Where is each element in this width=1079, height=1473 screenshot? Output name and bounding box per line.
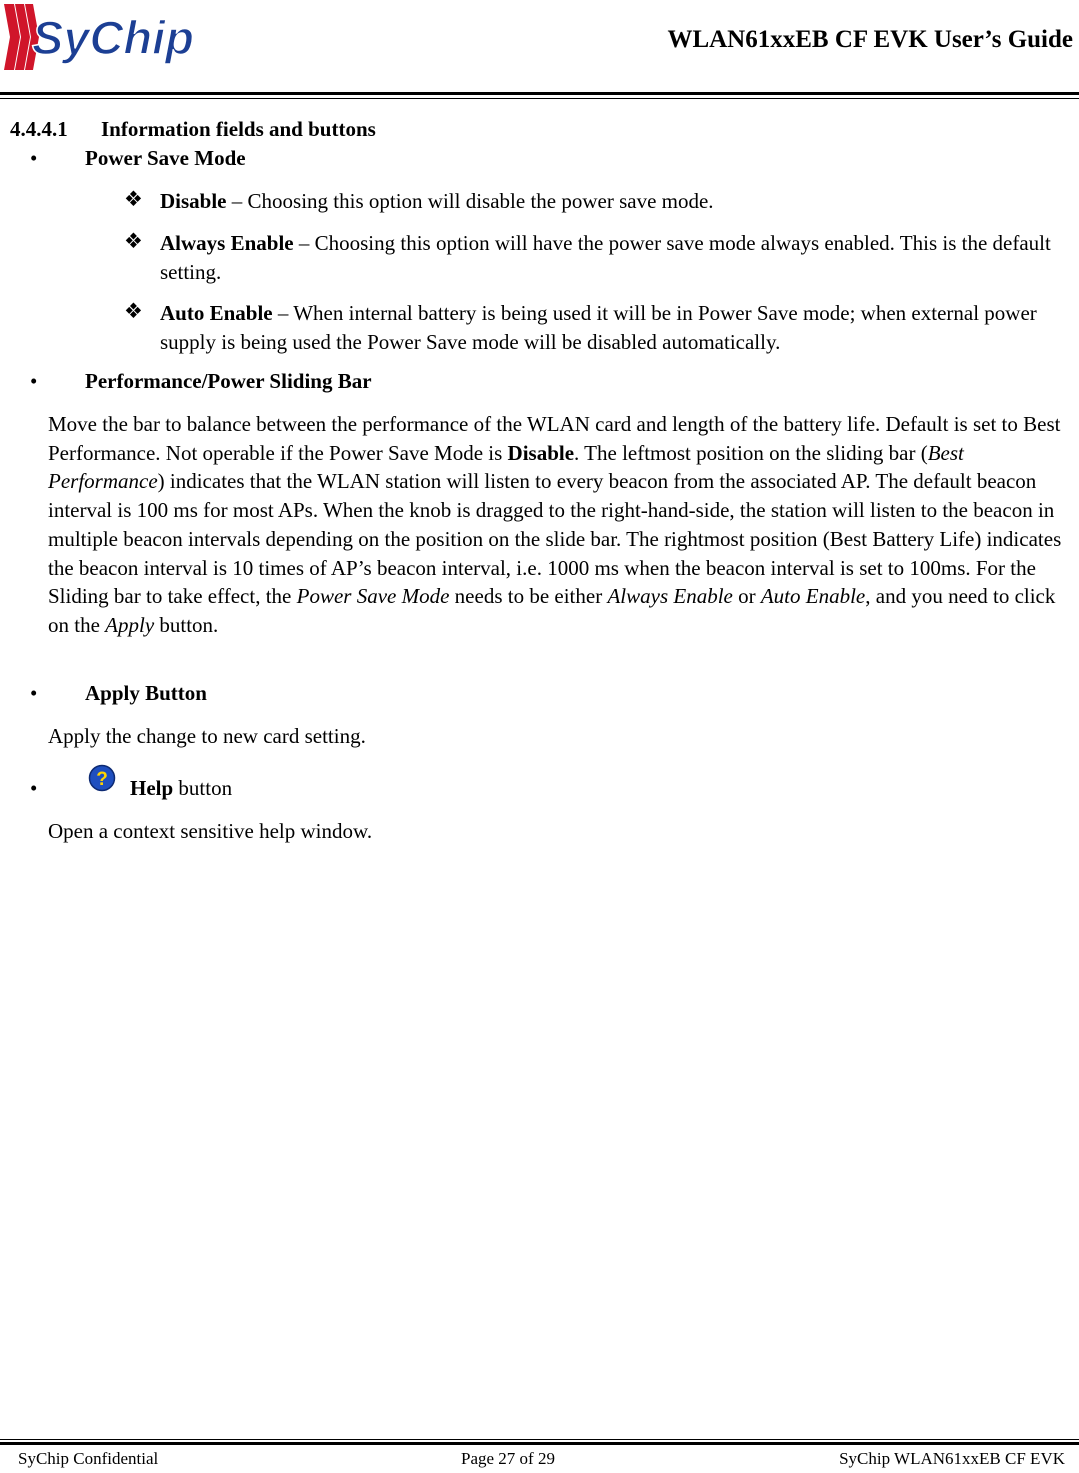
help-icon	[88, 764, 116, 792]
option-text: – Choosing this option will disable the power save mode.	[226, 189, 714, 213]
sychip-logo	[2, 0, 228, 74]
document-title: WLAN61xxEB CF EVK User’s Guide	[667, 26, 1073, 53]
help-button-description: Open a context sensitive help window.	[48, 819, 373, 843]
text-run: . The leftmost position on the sliding bar (	[574, 440, 928, 465]
text-run: ) indicates that the WLAN station will listen to every beacon from the associated AP. The default beacon interval is 100 ms for most APs. When the knob is dragged to the right-hand-side, the station will listen to the beacon in multiple beacon intervals depending on the position on the slide bar. The rightmost position (Best Battery Life) indicates the beacon interval is 10 times of AP’s beacon interval, i.e. 1000 ms when the beacon interval is set to 100ms. For the Sliding bar to take effect, the	[48, 469, 1062, 609]
header-rule	[0, 92, 1079, 95]
bullet-dot: •	[30, 776, 38, 800]
text-run: needs to be either	[449, 584, 608, 609]
section-title: Information fields and buttons	[101, 117, 376, 141]
text-run: , and you need to click on the	[48, 584, 1056, 637]
text-run-italic: Best Performance	[48, 440, 964, 494]
diamond-bullet-icon: ❖	[124, 229, 143, 253]
bullet-dot: •	[30, 146, 38, 170]
option-name: Auto Enable	[160, 301, 273, 325]
apply-button-heading: Apply Button	[85, 681, 207, 705]
footer-rule	[0, 1442, 1079, 1445]
option-auto-enable	[160, 299, 1060, 356]
section-number: 4.4.4.1	[10, 117, 68, 141]
text-run-italic: Always Enable	[607, 584, 733, 609]
option-name: Always Enable	[160, 231, 294, 255]
footer-rule-thin	[0, 1439, 1079, 1440]
text-run-italic: Power Save Mode	[296, 584, 450, 609]
bullet-dot: •	[30, 681, 38, 705]
page-number: Page 27 of 29	[461, 1449, 555, 1468]
text-run: button.	[154, 612, 219, 637]
sliding-bar-description	[48, 410, 1063, 640]
text-run: or	[732, 584, 761, 609]
power-save-mode-heading: Power Save Mode	[85, 146, 246, 170]
footer-left: SyChip Confidential	[18, 1449, 159, 1468]
diamond-bullet-icon: ❖	[124, 187, 143, 211]
sliding-bar-heading: Performance/Power Sliding Bar	[85, 369, 372, 393]
help-icon-glyph: ?	[96, 769, 108, 790]
option-text: – Choosing this option will have the power save mode always enabled. This is the default setting.	[160, 231, 1051, 284]
text-run-italic: Apply	[105, 612, 155, 637]
text-run: Move the bar to balance between the performance of the WLAN card and length of the battery life. Default is set to Best Performance. Not operable if the Power Save Mode is	[48, 412, 1061, 465]
option-always-enable	[160, 229, 1060, 286]
text-run-italic: Auto Enable	[760, 584, 866, 609]
option-name: Disable	[160, 189, 227, 213]
text-run-bold: Disable	[507, 440, 575, 465]
help-button-heading	[130, 776, 232, 801]
logo-text: SyChip	[32, 11, 194, 64]
section-heading	[10, 117, 376, 142]
option-text: – When internal battery is being used it will be in Power Save mode; when external power supply is being used the Power Save mode will be disabled automatically.	[160, 301, 1037, 354]
option-disable	[160, 187, 1060, 216]
header-rule-thin	[0, 98, 1079, 99]
footer-right: SyChip WLAN61xxEB CF EVK	[839, 1449, 1065, 1468]
apply-button-description: Apply the change to new card setting.	[48, 724, 366, 748]
diamond-bullet-icon: ❖	[124, 299, 143, 323]
help-label: Help	[130, 776, 174, 800]
help-suffix: button	[173, 776, 233, 800]
bullet-dot: •	[30, 369, 38, 393]
